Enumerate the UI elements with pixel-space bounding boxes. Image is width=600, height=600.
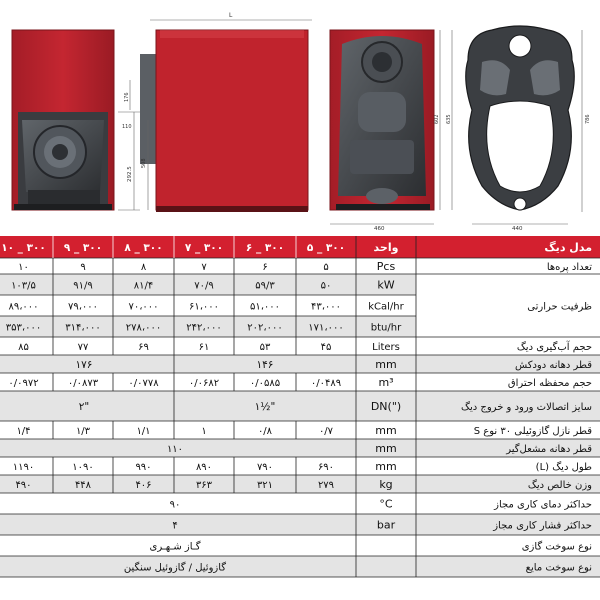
dim-440: 440 [512,226,523,232]
row-unit: Liters [372,342,400,353]
row-value: ۵۳ [259,342,271,353]
row-value: گـاز شـهـری [149,541,201,553]
row-value: ۱۷۱،۰۰۰ [308,322,344,334]
row-value: ۱ [201,426,207,437]
row-value: ۴۰۶ [135,480,152,491]
row-unit: mm [375,460,397,473]
row-label: حجم آب‌گیری دیگ [516,342,592,353]
dim-460: 460 [374,226,385,232]
row-value: ۰/۰۸۷۳ [67,378,99,389]
row-value: ۷۰/۹ [194,280,214,292]
table-row [8,302,404,313]
row-value: ۶۱ [198,342,210,353]
dim-786: 786 [585,114,591,124]
row-value: ۲" [78,401,90,413]
front-view [12,30,140,210]
row-value: ۰/۷ [318,426,334,437]
row-value: گازوئیل / گازوئیل سنگین [123,562,227,574]
spec-table [0,236,600,598]
dim-635: 635 [446,114,452,124]
row-value: ۵ [323,262,329,273]
row-unit: Pcs [376,260,396,273]
row-value: ۷۹،۰۰۰ [67,301,99,313]
row-value: ۷۹۰ [256,462,274,473]
row-value: ۸۹۰ [195,462,213,473]
row-value: ۴۳،۰۰۰ [310,301,342,313]
row-unit: kW [377,278,395,292]
column-header: ۳۰۰ _ ۹ [63,242,103,254]
row-value: ۸۹،۰۰۰ [8,301,39,313]
row-value: ۰/۰۶۸۲ [188,378,220,389]
column-header: ۳۰۰ _ ۷ [184,242,224,254]
row-value: ۵۰ [320,280,332,292]
table-row [13,460,592,473]
row-value: ۶۹۰ [317,462,335,473]
row-label: حداکثر فشار کاری مجاز [493,520,592,532]
row-shade [0,556,600,577]
dim-110: 110 [122,124,132,130]
row-value: ۱۴۶ [256,359,274,371]
row-value: ۷۷ [77,342,89,353]
dim-508: 508 [141,158,147,168]
row-unit: DN(") [370,400,402,413]
model-header: مدل دیگ [544,241,592,254]
row-value: ۰/۰۴۸۹ [310,378,342,389]
row-value: ۲۰۲،۰۰۰ [247,322,283,334]
table-row [170,498,592,511]
row-value: ۵۹/۳ [255,280,275,292]
dim-176: 176 [124,92,130,102]
table-row [18,340,592,353]
row-value: ۹۰ [169,499,181,511]
row-value: ۳۲۱ [256,480,274,491]
row-unit: kg [379,478,393,491]
row-label: طول دیگ (L) [535,462,592,473]
row-value: ۹۱/۹ [73,280,93,292]
row-value: ۰/۰۵۸۵ [249,378,281,389]
row-value: ۳۶۳ [195,480,213,491]
row-unit: mm [375,442,397,455]
row-value: ۰/۰۷۷۸ [128,378,159,389]
row-value: ۶۱،۰۰۰ [188,301,220,313]
row-value: ۸۵ [18,342,29,353]
row-value: ۲۴۲،۰۰۰ [186,322,222,334]
row-unit: mm [375,358,397,371]
row-value: ۴۹۰ [15,480,32,491]
row-label: وزن خالص دیگ [527,480,592,491]
row-value: ۴۵ [320,342,332,353]
row-label: تعداد پره‌ها [546,262,592,273]
row-value: ۸۱/۴ [133,280,154,292]
column-header: ۳۰۰ _ ۶ [245,242,285,254]
section-view [466,26,591,232]
row-value: ۱۰ [18,262,29,273]
row-label: نوع سوخت گازی [521,541,592,553]
unit-header: واحد [373,241,399,254]
row-value: ۱۷۶ [75,359,93,371]
table-row [18,260,592,273]
row-value: ۳۵۳،۰۰۰ [5,322,42,334]
row-label: نوع سوخت مایع [525,562,592,574]
row-value: ۴ [172,520,178,532]
row-value: ۳۱۴،۰۰۰ [65,322,101,334]
table-row [8,376,592,389]
column-header: ۳۰۰ _ ۵ [306,242,346,254]
table-row [6,323,402,334]
row-unit: mm [375,424,397,437]
table-row [16,424,592,437]
row-value: ۲۷۹ [317,480,335,491]
row-value: ۹ [80,262,86,273]
table-row [150,541,592,553]
row-value: ۶ [262,262,268,273]
row-value: ۴۴۸ [74,480,92,491]
row-value: ۹۹۰ [135,462,152,473]
row-label: قطر نازل گازوئیلی ۳۰ نوع S [473,426,592,437]
row-label: قطر دهانه دودکش [514,360,592,371]
row-label: ظرفیت حرارتی [527,301,592,313]
row-value: ۱/۱ [136,426,151,437]
dim-292: 292.5 [127,166,133,182]
row-value: ۷ [201,262,207,273]
row-unit: btu/hr [370,322,402,334]
column-header: ۳۰۰ _ ۸ [124,242,163,254]
side-view [122,12,312,212]
row-value: ۲۷۸،۰۰۰ [125,322,162,334]
row-label: سایز اتصالات ورود و خروج دیگ [461,402,592,413]
column-header: ۳۰۰ _ ۱۰ [1,242,46,254]
boiler-drawings [0,0,600,232]
row-label: حداکثر دمای کاری مجاز [494,499,592,511]
row-value: ۱۱۰ [166,444,184,455]
row-value: ۱۰۳/۵ [11,280,36,292]
row-value: ۱۰۹۰ [72,462,94,473]
row-value: ۶۹ [138,342,149,353]
row-value: ۱½" [254,401,276,413]
row-value: ۷۰،۰۰۰ [128,301,159,313]
row-unit: °C [379,497,393,511]
row-value: ۰/۰۹۷۲ [8,378,39,389]
row-value: ۸ [140,262,147,273]
dim-l: L [229,12,233,19]
row-unit: kCal/hr [368,301,404,313]
row-value: ۱/۴ [16,426,31,437]
row-value: ۰/۸ [257,426,273,437]
dim-602: 602 [434,114,440,124]
row-value: ۵۱،۰۰۰ [249,301,281,313]
row-unit: bar [376,518,396,532]
row-label: قطر دهانه مشعل‌گیر [506,444,592,455]
row-value: ۱/۳ [75,426,91,437]
row-value: ۱۱۹۰ [12,462,35,473]
rear-view [330,30,452,232]
row-label: حجم محفظه احتراق [507,378,592,389]
row-unit: m³ [378,376,394,389]
